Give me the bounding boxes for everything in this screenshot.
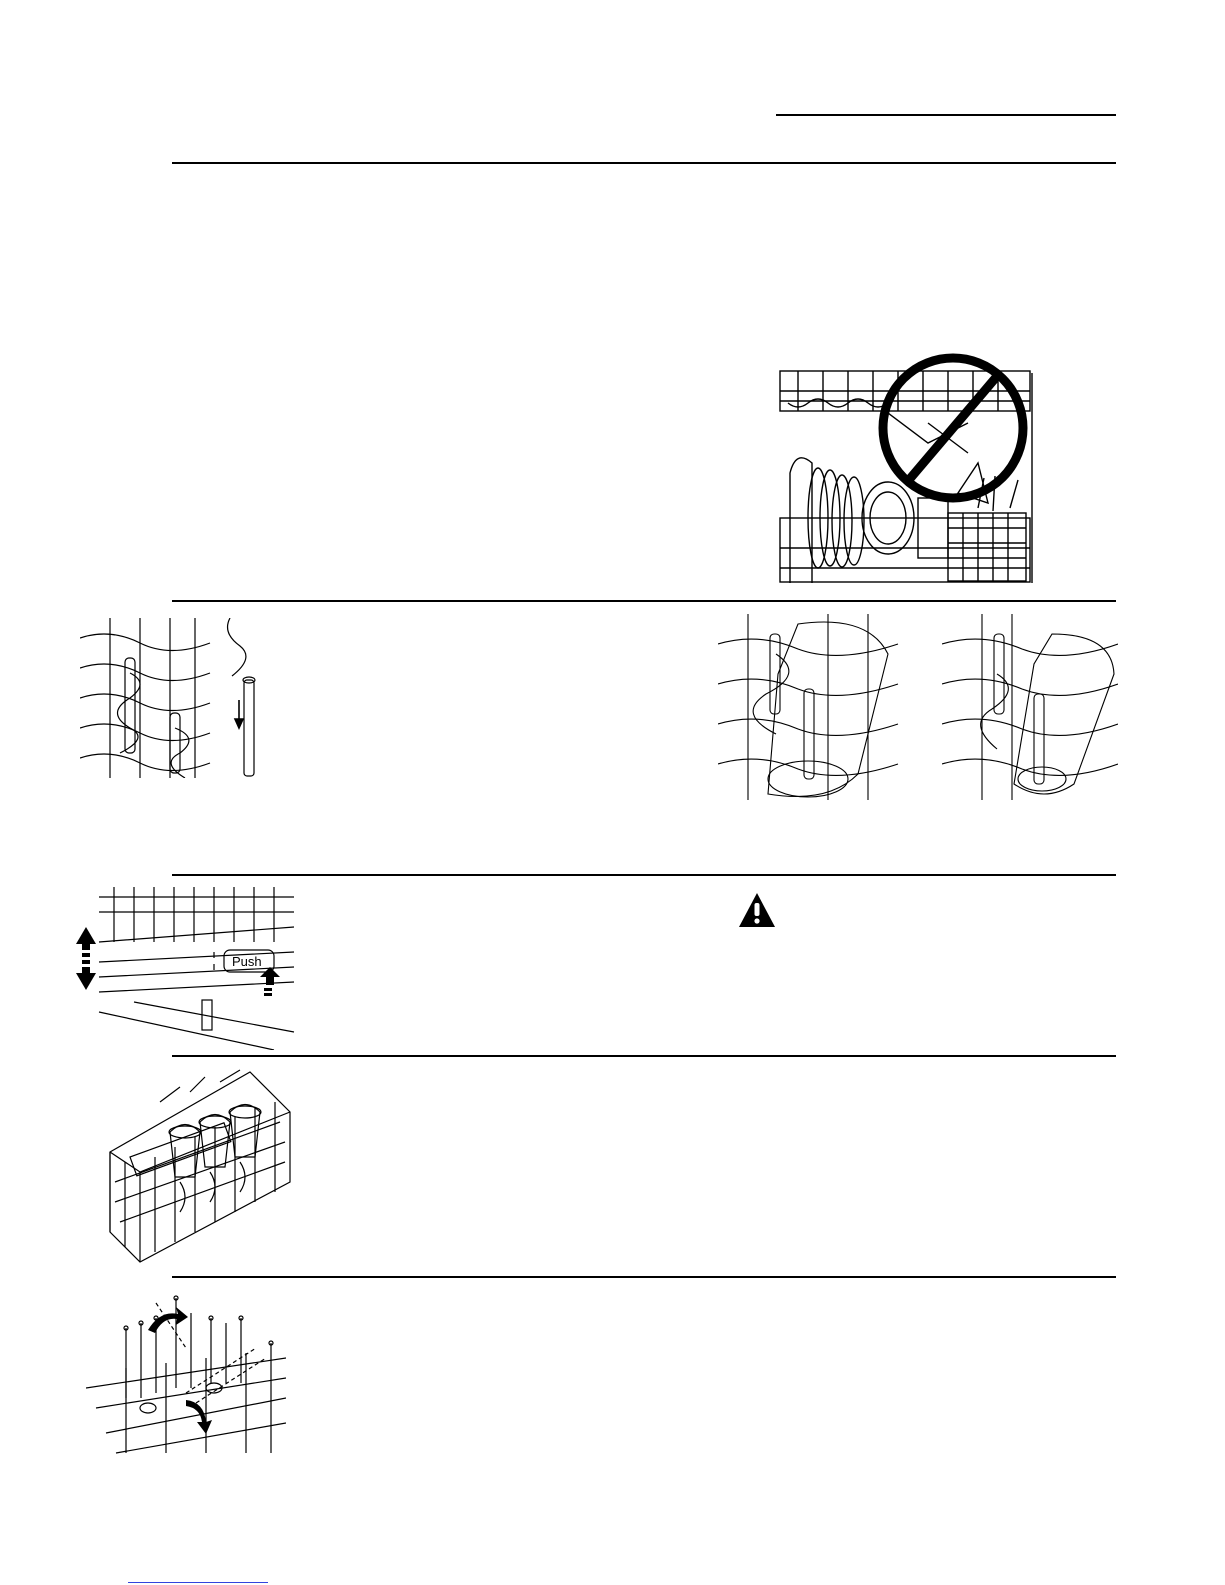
rack-adjuster-figure [74, 882, 296, 1050]
tine-bottle-figure-2 [942, 614, 1118, 800]
header-long-rule [172, 162, 1116, 164]
stemware-rack-figure [100, 1062, 296, 1268]
tine-bottle-figure-1 [718, 614, 900, 800]
folding-tines-figure [86, 1288, 286, 1458]
up-down-arrow-icon [76, 927, 96, 990]
header-short-rule [776, 114, 1116, 116]
tine-detail-figure [80, 618, 275, 778]
section-rule-3 [172, 1055, 1116, 1057]
section-rule-1 [172, 600, 1116, 602]
rack-prohibited-figure [778, 343, 1040, 587]
footer-link-underline [128, 1582, 268, 1583]
push-button-label: Push [232, 954, 262, 969]
section-rule-4 [172, 1276, 1116, 1278]
warning-triangle-icon [738, 892, 776, 928]
section-rule-2 [172, 874, 1116, 876]
prohibited-icon [883, 358, 1023, 498]
